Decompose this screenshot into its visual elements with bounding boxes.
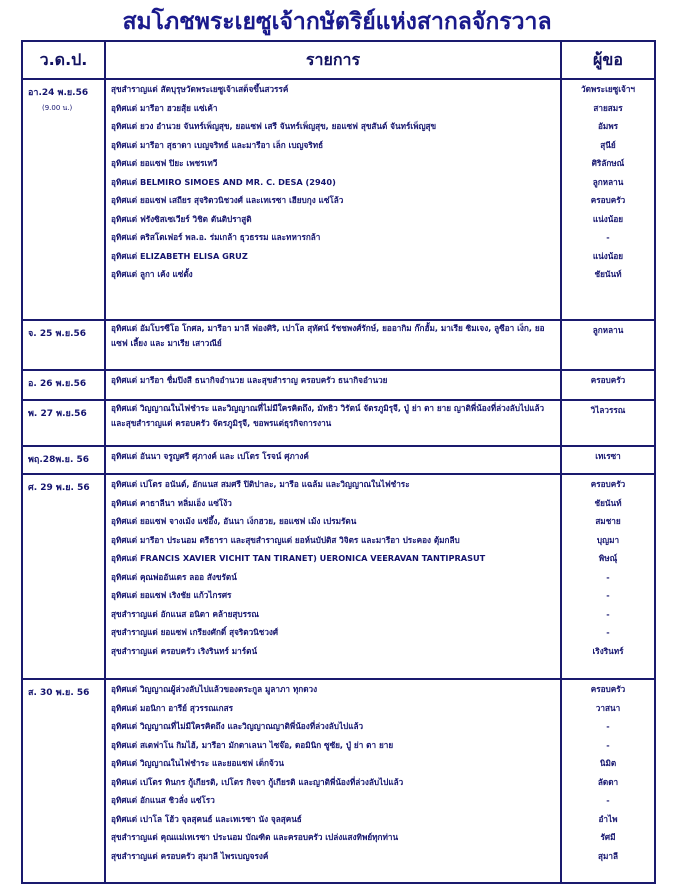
date-label [23, 80, 104, 114]
list-item: สุขสำราญแด่ คุณแม่เทเรซา ประนอม บัณฑิต และครอบครัว เปล่งแสงทิพย์ทุกท่าน [111, 832, 399, 842]
requester-name: - [606, 590, 610, 600]
date-cell [22, 446, 105, 474]
requester-name: แน่งน้อย [592, 213, 624, 224]
requester-name: ลูกหลาน [592, 176, 624, 187]
list-item: อุทิศแด่ ฟรังซิสเซเวียร์ วิชิต ตันติปราสูติ [111, 213, 252, 224]
requester-name: - [606, 627, 610, 637]
requester-name: วัดพระเยซูเจ้าฯ [580, 84, 636, 94]
requester-name: สมชาย [595, 516, 621, 526]
list-item: อุทิศแด่ ลูกา เค้ง แซ่ตั้ง [111, 269, 193, 279]
list-item: อุทิศแด่ สเตฟาโน กิมไฮ้, มารีอา มักดาเลนา ไซจ๊อ, ดอมินิก ซูซัย, ปู่ ย่า ตา ยาย [111, 739, 394, 750]
table-row [22, 370, 655, 400]
table-body [22, 79, 655, 883]
list-item: อุทิศแด่ เปาโล โฮ้ว จุลสุคนธ์ และเทเรซา นัง จุลสุคนธ์ [111, 813, 302, 824]
list-item: อุทิศแด่ BELMIRO SIMOES AND MR. C. DESA (2940) [111, 176, 336, 187]
date-cell [22, 474, 105, 679]
list-item: อุทิศแด่ คุณพ่ออันเดร ลออ สังขรัตน์ [111, 571, 237, 582]
list-item: อุทิศแด่ มารีอา ประนอม ตรีธารา และสุขสำราญแด่ ยอห์นบัปติส วิจิตร และมารีอา ประคอง ตุ้มกลีบ [111, 534, 460, 545]
list-item: อุทิศแด่ วิญญาณในไฟชำระ และยอแซฟ เด็กจ้วน [111, 758, 284, 768]
requester-name: เทเรซา [595, 451, 621, 461]
date-text: อ. 26 พ.ย.56 [28, 379, 87, 389]
list-cell [105, 79, 561, 320]
requester-cell [561, 474, 655, 679]
date-cell [22, 400, 105, 446]
time-label: (9.00 น.) [42, 104, 73, 112]
list-item: สุขสำราญแด่ ครอบครัว สุมาลี ไพรเบญจรงค์ [111, 850, 269, 861]
requester-name: ลัดดา [597, 776, 619, 787]
list-item: อุทิศแด่ มารีอา ฮวยสุ้ย แซ่เค้า [111, 102, 218, 113]
list-item: อุทิศแด่ เปโตร ทินกร กู้เกียรติ, เปโตร กิจจา กู้เกียรติ และญาติพี่น้องที่ล่วงลับไปแล้ว [111, 776, 404, 787]
header-date: ว.ด.ป. [22, 41, 105, 79]
requester-name: บุญมา [596, 534, 620, 545]
table-row [22, 320, 655, 370]
list-item: อุทิศแด่ ยอแซฟ เสถียร สุจริตวนิชวงศ์ และเทเรซา เฮียบกุง แซ่โล้ว [111, 195, 344, 205]
date-cell [22, 679, 105, 883]
date-cell [22, 79, 105, 320]
requester-name: ศิริลักษณ์ [591, 158, 625, 168]
date-text: พ. 27 พ.ย.56 [28, 409, 87, 419]
list-item: อุทิศแด่ มารีอา ชื่มปิงสี ธนากิจอำนวย และสุขสำราญ ครอบครัว ธนากิจอำนวย [111, 375, 388, 385]
requester-name: - [606, 739, 610, 750]
date-cell [22, 320, 105, 370]
requester-name: รัศมี [600, 832, 616, 842]
list-item: สุขสำราญแด่ สัตบุรุษวัดพระเยซูเจ้าเสด็จขึ้นสวรรค์ [111, 84, 289, 94]
list-item: อุทิศแด่ วิญญาณในไฟชำระ และวิญญาณที่ไม่มีใครคิดถึง, มัทธิว วิรัตน์ จัตรภูมิรุจี, ปู่ ย่า ตา ยาย ญาติพี่น้องที่ล่วงลับไปแล้ว และสุขสำราญแด่ ครอบครัว จัตรภูมิรุจี, ขอพรแต่ธุรกิจการงาน [111, 403, 545, 428]
table-row [22, 400, 655, 446]
date-text: ศ. 29 พ.ย. 56 [28, 483, 90, 493]
requester-name: ครอบครัว [590, 195, 626, 205]
requester-name: - [606, 571, 610, 582]
date-text: พฤ.28พ.ย. 56 [28, 455, 90, 465]
list-item: อุทิศแด่ อัมโบรซีโอ โกศล, มารีอา มาลี ฟองศิริ, เปาโล สุทัศน์ รัชชพงศ์รักษ์, ยออากิม ก๊กฮั้ม, มาเรีย ซิมเจง, ลูซีอา เง็ก, ยอแซฟ เลี้ยง และ มาเรีย เสาวณีย์ [111, 323, 545, 348]
date-text: อา.24 พ.ย.56 [28, 88, 89, 98]
requester-name: อำไพ [598, 813, 618, 824]
requester-name: สุมาลี [597, 850, 618, 861]
list-item: อุทิศแด่ คริสโตเฟอร์ พล.อ. ร่มเกล้า ธุวธรรม และทหารกล้า [111, 232, 321, 242]
list-cell [105, 320, 561, 370]
requester-name: นิมิต [599, 758, 617, 768]
requester-name: วาสนา [595, 702, 621, 713]
page-title: สมโภชพระเยซูเจ้ากษัตริย์แห่งสากลจักรวาล [122, 9, 552, 35]
list-item: อุทิศแด่ วิญญาณที่ไม่มีใครคิดถึง และวิญญาณญาติพี่น้องที่ล่วงลับไปแล้ว [111, 721, 364, 731]
date-label [23, 447, 104, 466]
requester-cell [561, 400, 655, 446]
list-cell [105, 446, 561, 474]
list-item: อุทิศแด่ มารีอา สุธาดา เบญจริทธ์ และมารีอา เล็ก เบญจริทธ์ [111, 139, 324, 150]
list-item: อุทิศแด่ ยอแซฟ ปิยะ เพชรเทวี [111, 158, 218, 168]
requester-name: สุนีย์ [600, 139, 616, 150]
requester-name: ครอบครัว [590, 684, 626, 694]
list-cell [105, 474, 561, 679]
list-item: อุทิศแด่ FRANCIS XAVIER VICHIT TAN TIRANET) UERONICA VEERAVAN TANTIPRASUT [111, 553, 486, 563]
table-row [22, 679, 655, 883]
requester-name: - [606, 721, 610, 731]
date-text: ส. 30 พ.ย. 56 [28, 688, 90, 698]
date-label [23, 680, 104, 699]
list-item: อุทิศแด่ อันนา จรูญศรี ศุภางค์ และ เปโตร โรจน์ ศุภางค์ [111, 451, 309, 461]
list-item: อุทิศแด่ ยวง อำนวย จันทร์เพ็ญสุข, ยอแซฟ เสรี จันทร์เพ็ญสุข, ยอแซฟ สุขสันต์ จันทร์เพ็ญสุข [111, 121, 437, 131]
requester-name: เริงรินทร์ [592, 645, 624, 656]
header-requester: ผู้ขอ [561, 41, 655, 79]
requester-name: ลูกหลาน [592, 325, 624, 335]
requester-name: ครอบครัว [590, 479, 626, 489]
requester-name: - [606, 232, 610, 242]
list-item: อุทิศแด่ วิญญาณผู้ล่วงลับไปแล้วของตระกูล มูลาภา ทุกดวง [111, 684, 318, 694]
list-item: สุขสำราญแด่ อักแนส อนิตา คล้ายสุบรรณ [111, 608, 259, 619]
header-row [22, 41, 655, 79]
list-cell [105, 370, 561, 400]
requester-cell [561, 679, 655, 883]
list-item: อุทิศแด่ ยอแซฟ จางเม้ง แซ่อึ้ง, อันนา เง็กฮวย, ยอแซฟ เม้ง เปรมรัตน [111, 516, 357, 526]
table-row [22, 79, 655, 320]
requester-cell [561, 79, 655, 320]
requester-name: วิไลวรรณ [590, 405, 626, 415]
requester-name: - [606, 795, 610, 805]
mass-intention-table [21, 40, 656, 884]
requester-name: อัมพร [597, 121, 619, 131]
header-list: รายการ [105, 41, 561, 79]
list-cell [105, 400, 561, 446]
list-item: อุทิศแด่ อักแนส ชิวลั่ง แซ่โรว [111, 795, 215, 805]
requester-name: - [606, 608, 610, 619]
requester-cell [561, 370, 655, 400]
requester-name: ชัยนันท์ [594, 497, 622, 508]
list-item: อุทิศแด่ มอนิกา อารีย์ สุวรรณเกสร [111, 702, 233, 713]
list-item: อุทิศแด่ ELIZABETH ELISA GRUZ [111, 250, 248, 261]
requester-cell [561, 320, 655, 370]
requester-name: ครอบครัว [590, 375, 626, 385]
list-cell [105, 679, 561, 883]
requester-name: สายสมร [593, 102, 623, 113]
date-text: จ. 25 พ.ย.56 [28, 329, 87, 339]
list-item: อุทิศแด่ ยอแซฟ เริงชัย แก้วไกรศร [111, 590, 232, 600]
table-row [22, 446, 655, 474]
date-label [23, 371, 104, 390]
requester-name: ชัยนันท์ [594, 269, 622, 279]
date-label [23, 401, 104, 420]
list-item: สุขสำราญแด่ ยอแซฟ เกรียงศักดิ์ สุจริตวนิชวงศ์ [111, 627, 279, 637]
requester-name: แน่งน้อย [592, 250, 624, 261]
date-cell [22, 370, 105, 400]
list-item: สุขสำราญแด่ ครอบครัว เริงรินทร์ มาร์ตน์ [111, 645, 258, 656]
date-label [23, 321, 104, 340]
list-item: อุทิศแด่ คาธาลีนา หลิ่มเอ็ง แซ่โง้ว [111, 497, 232, 508]
requester-cell [561, 446, 655, 474]
table-row [22, 474, 655, 679]
requester-name: พิษณุ์ [598, 553, 618, 563]
date-label [23, 475, 104, 494]
list-item: อุทิศแด่ เปโตร อนันต์, อักแนส สมศรี ปิติปาละ, มารีอ แฉล้ม และวิญญาณในไฟชำระ [111, 479, 410, 489]
